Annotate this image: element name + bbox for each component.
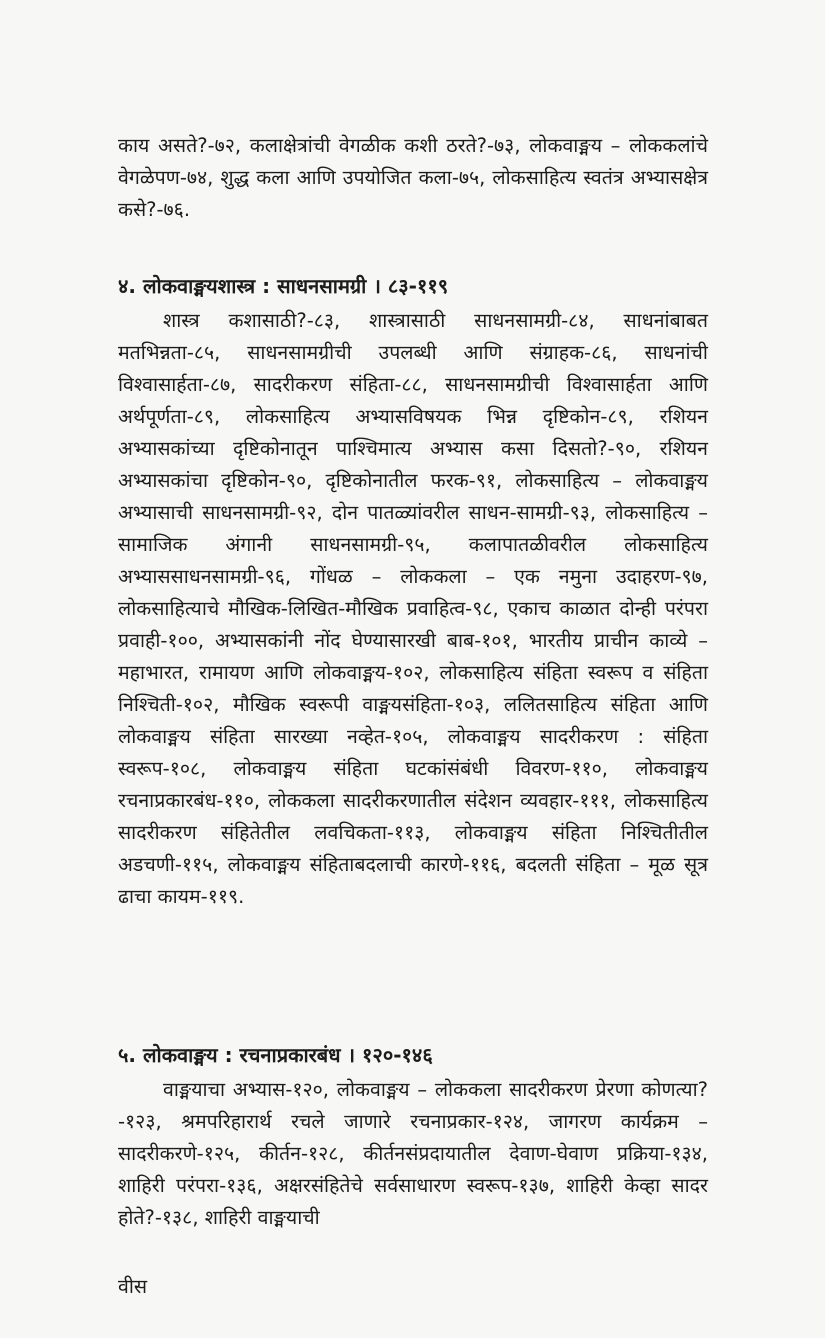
section-4-heading-block: [118, 271, 708, 301]
section-4-body-block: [118, 305, 708, 913]
section-5-heading: ५. लोकवाङ्मय : रचनाप्रकारबंध । १२०-१४६: [118, 1043, 433, 1067]
section-5-heading-block: [118, 1040, 708, 1070]
section-4-body: शास्त्र कशासाठी?-८३, शास्त्रासाठी साधनसामग्री-८४, साधनांबाबत मतभिन्नता-८५, साधनसामग्रीची उपलब्धी आणि संग्राहक-८६, साधनांची विश्वासार्हता-८७, सादरीकरण संहिता-८८, साधनसामग्रीची विश्वासार्हता आणि अर्थपूर्णता-८९, लोकसाहित्य अभ्यासविषयक भिन्न दृष्टिकोन-८९, रशियन अभ्यासकांच्या दृष्टिकोनातून पाश्चिमात्य अभ्यास कसा दिसतो?-९०, रशियन अभ्यासकांचा दृष्टिकोन-९०, दृष्टिकोनातील फरक-९१, लोकसाहित्य – लोकवाङ्मय अभ्यासाची साधनसामग्री-९२, दोन पातळ्यांवरील साधन-सामग्री-९३, लोकसाहित्य – सामाजिक अंगानी साधनसामग्री-९५, कलापातळीवरील लोकसाहित्य अभ्याससाधनसामग्री-९६, गोंधळ – लोककला – एक नमुना उदाहरण-९७, लोकसाहित्याचे मौखिक-लिखित-मौखिक प्रवाहित्व-९८, एकाच काळात दोन्ही परंपरा प्रवाही-१००, अभ्यासकांनी नोंद घेण्यासारखी बाब-१०१, भारतीय प्राचीन काव्ये – महाभारत, रामायण आणि लोकवाङ्मय-१०२, लोकसाहित्य संहिता स्वरूप व संहिता निश्चिती-१०२, मौखिक स्वरूपी वाङ्मयसंहिता-१०३, ललितसाहित्य संहिता आणि लोकवाङ्मय संहिता सारख्या नव्हेत-१०५, लोकवाङ्मय सादरीकरण : संहिता स्वरूप-१०८, लोकवाङ्मय संहिता घटकांसंबंधी विवरण-११०, लोकवाङ्मय रचनाप्रकारबंध-११०, लोककला सादरीकरणातील संदेशन व्यवहार-१११, लोकसाहित्य सादरीकरण संहितेतील लवचिकता-११३, लोकवाङ्मय संहिता निश्चितीतील अडचणी-११५, लोकवाङ्मय संहिताबदलाची कारणे-११६, बदलती संहिता – मूळ सूत्र ढाचा कायम-११९.: [118, 309, 708, 908]
section-5-body-block: [118, 1074, 708, 1234]
intro-paragraph-block: [118, 130, 708, 226]
section-4-heading: ४. लोकवाङ्मयशास्त्र : साधनसामग्री । ८३-११९: [118, 274, 449, 298]
page-number-label: वीस: [118, 1275, 148, 1298]
section-5-body: वाङ्मयाचा अभ्यास-१२०, लोकवाङ्मय – लोककला सादरीकरण प्रेरणा कोणत्या?-१२३, श्रमपरिहारार्थ रचले जाणारे रचनाप्रकार-१२४, जागरण कार्यक्रम – सादरीकरणे-१२५, कीर्तन-१२८, कीर्तनसंप्रदायातील देवाण-घेवाण प्रक्रिया-१३४, शाहिरी परंपरा-१३६, अक्षरसंहितेचे सर्वसाधारण स्वरूप-१३७, शाहिरी केव्हा सादर होते?-१३८, शाहिरी वाङ्मयाची: [118, 1078, 708, 1229]
intro-paragraph: काय असते?-७२, कलाक्षेत्रांची वेगळीक कशी ठरते?-७३, लोकवाङ्मय – लोककलांचे वेगळेपण-७४, शुद्ध कला आणि उपयोजित कला-७५, लोकसाहित्य स्वतंत्र अभ्यासक्षेत्र कसे?-७६.: [118, 134, 708, 221]
